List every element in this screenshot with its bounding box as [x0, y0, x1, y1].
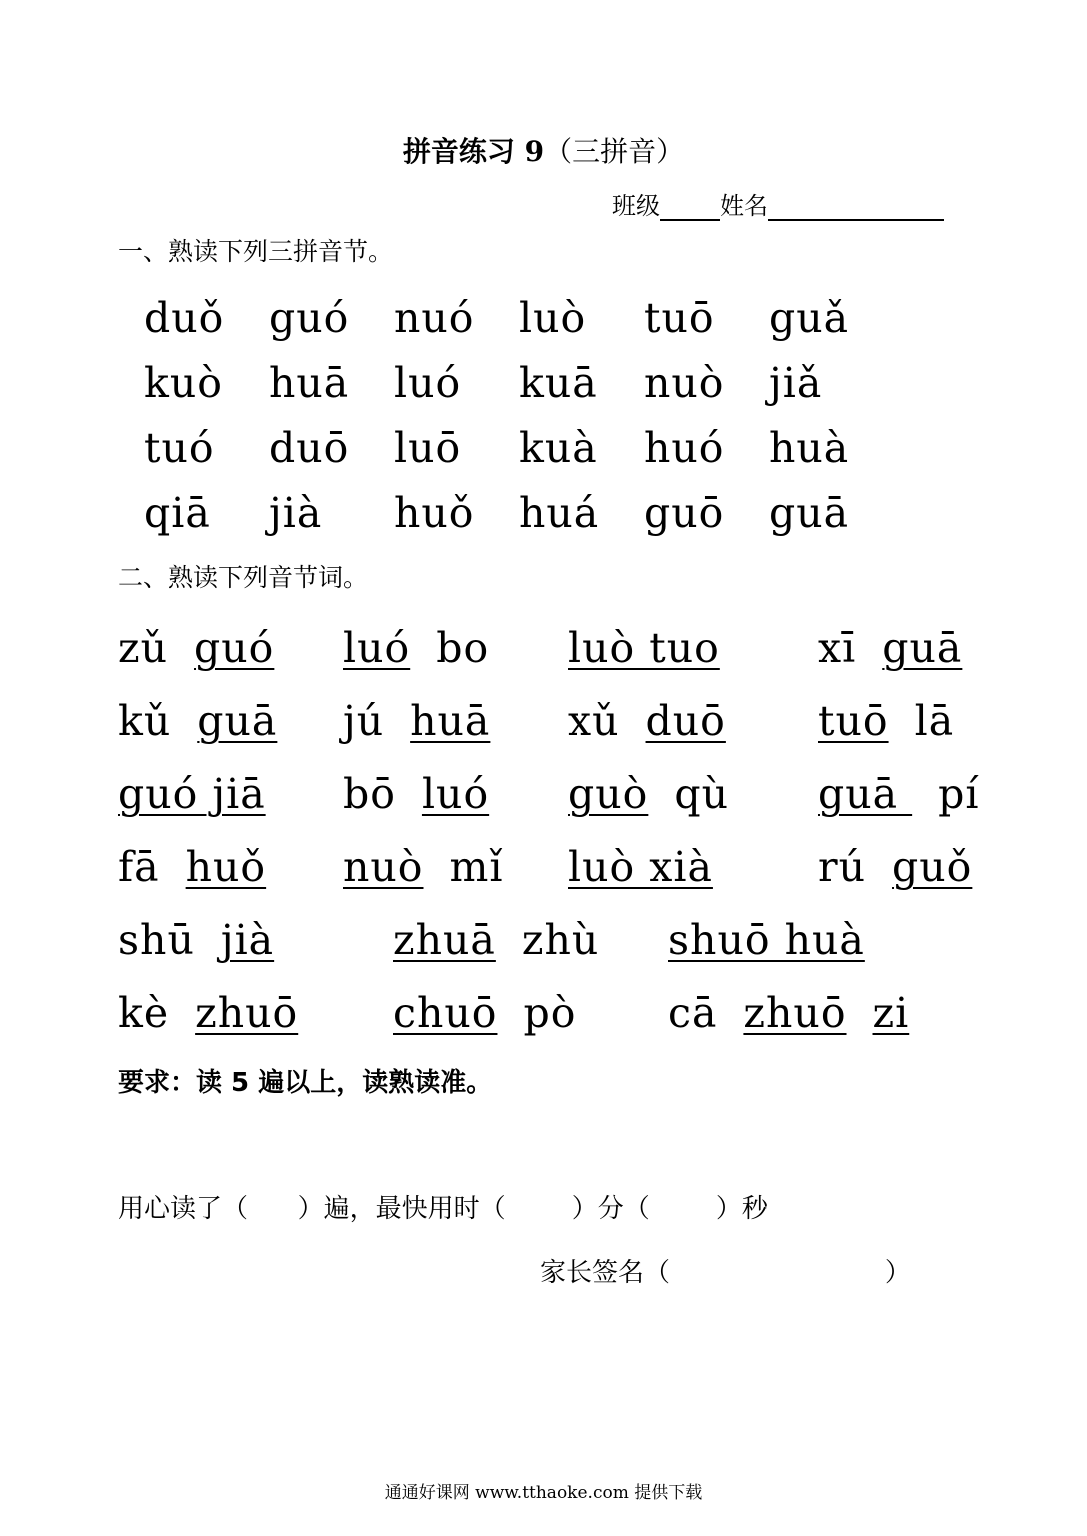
syllable: tuō — [644, 294, 715, 342]
syllable: kuò — [144, 359, 223, 407]
syllable: zhù — [521, 916, 600, 964]
syllable: rú — [818, 843, 867, 891]
syllable: guā — [769, 489, 850, 537]
syllable: jú — [343, 697, 385, 745]
syllable: lā — [914, 697, 955, 745]
word-row — [118, 989, 998, 1062]
syllable: luò — [519, 294, 587, 342]
syllable: huā — [269, 359, 350, 407]
underlined-syllable: zhuō — [195, 989, 299, 1037]
syllable-grid — [144, 294, 904, 554]
syllable: pí — [938, 770, 980, 818]
syllable: bo — [436, 624, 490, 672]
word-row — [118, 624, 998, 697]
underlined-syllable: guā — [197, 697, 278, 745]
word-grid — [118, 624, 998, 1062]
syllable: cā — [668, 989, 718, 1037]
syllable: tuó — [144, 424, 215, 472]
name-blank[interactable] — [768, 195, 944, 221]
page-title — [0, 130, 1087, 170]
syllable: guǎ — [769, 294, 850, 342]
syllable: luó — [394, 359, 462, 407]
syllable: luō — [394, 424, 462, 472]
syllable: huǒ — [394, 489, 475, 537]
underlined-syllable: guò — [568, 770, 649, 818]
syllable: huó — [644, 424, 725, 472]
underlined-syllable: guā — [818, 770, 913, 818]
syllable: jià — [269, 489, 323, 537]
underlined-syllable: luò tuo — [568, 624, 720, 672]
underlined-syllable: jià — [220, 916, 275, 964]
syllable: zǔ — [118, 624, 169, 672]
syllable: duō — [269, 424, 350, 472]
section1-heading: 一、熟读下列三拼音节。 — [118, 237, 394, 266]
underlined-syllable: zi — [872, 989, 910, 1037]
underlined-syllable: guó — [194, 624, 275, 672]
underlined-syllable: huǒ — [185, 843, 267, 891]
syllable: guō — [644, 489, 725, 537]
syllable-row — [144, 489, 904, 554]
underlined-syllable: shuō huà — [668, 916, 865, 964]
underlined-syllable: guǒ — [892, 843, 973, 891]
title-sub: （三拼音） — [544, 135, 685, 168]
title-main: 拼音练习 9 — [402, 135, 545, 168]
syllable-row — [144, 359, 904, 424]
syllable: huá — [519, 489, 600, 537]
underlined-syllable: zhuā — [393, 916, 496, 964]
syllable: huà — [769, 424, 850, 472]
syllable: duǒ — [144, 294, 225, 342]
syllable: xī — [818, 624, 857, 672]
syllable: qù — [674, 770, 729, 818]
underlined-syllable: zhuō — [743, 989, 847, 1037]
syllable: guó — [269, 294, 350, 342]
word-row — [118, 770, 998, 843]
syllable: jiǎ — [769, 359, 823, 407]
underlined-syllable: huā — [410, 697, 491, 745]
syllable-row — [144, 424, 904, 489]
underlined-syllable: guā — [882, 624, 963, 672]
syllable: shū — [118, 916, 195, 964]
word-row — [118, 916, 998, 989]
underlined-syllable: luó — [421, 770, 490, 818]
syllable: kè — [118, 989, 170, 1037]
syllable: pò — [523, 989, 577, 1037]
syllable: kǔ — [118, 697, 172, 745]
word-row — [118, 843, 998, 916]
class-label: 班级 — [612, 192, 660, 220]
footer-credit: 通通好课网 www.tthaoke.com 提供下载 — [384, 1483, 703, 1503]
underlined-syllable: luò xià — [568, 843, 713, 891]
parent-signature-line: 家长签名（ ） — [540, 1258, 911, 1288]
syllable-row — [144, 294, 904, 359]
syllable: xǔ — [568, 697, 620, 745]
requirement-text: 要求：读 5 遍以上，读熟读准。 — [118, 1068, 493, 1098]
underlined-syllable: duō — [645, 697, 726, 745]
name-label: 姓名 — [720, 192, 768, 220]
word-row — [118, 697, 998, 770]
syllable: mǐ — [449, 843, 504, 891]
syllable: bō — [343, 770, 396, 818]
underlined-syllable: guó jiā — [118, 770, 266, 818]
class-blank[interactable] — [660, 195, 720, 221]
syllable: qiā — [144, 489, 211, 537]
underlined-syllable: chuō — [393, 989, 498, 1037]
syllable: nuò — [644, 359, 725, 407]
underlined-syllable: luó — [343, 624, 411, 672]
section2-heading: 二、熟读下列音节词。 — [118, 563, 369, 592]
class-name-line — [612, 186, 944, 221]
reading-record-line: 用心读了（ ）遍，最快用时（ ）分（ ）秒 — [118, 1194, 768, 1224]
syllable: nuó — [394, 294, 475, 342]
syllable: fā — [118, 843, 160, 891]
syllable: kuā — [519, 359, 598, 407]
underlined-syllable: tuō — [818, 697, 889, 745]
underlined-syllable: nuò — [343, 843, 424, 891]
syllable: kuà — [519, 424, 598, 472]
